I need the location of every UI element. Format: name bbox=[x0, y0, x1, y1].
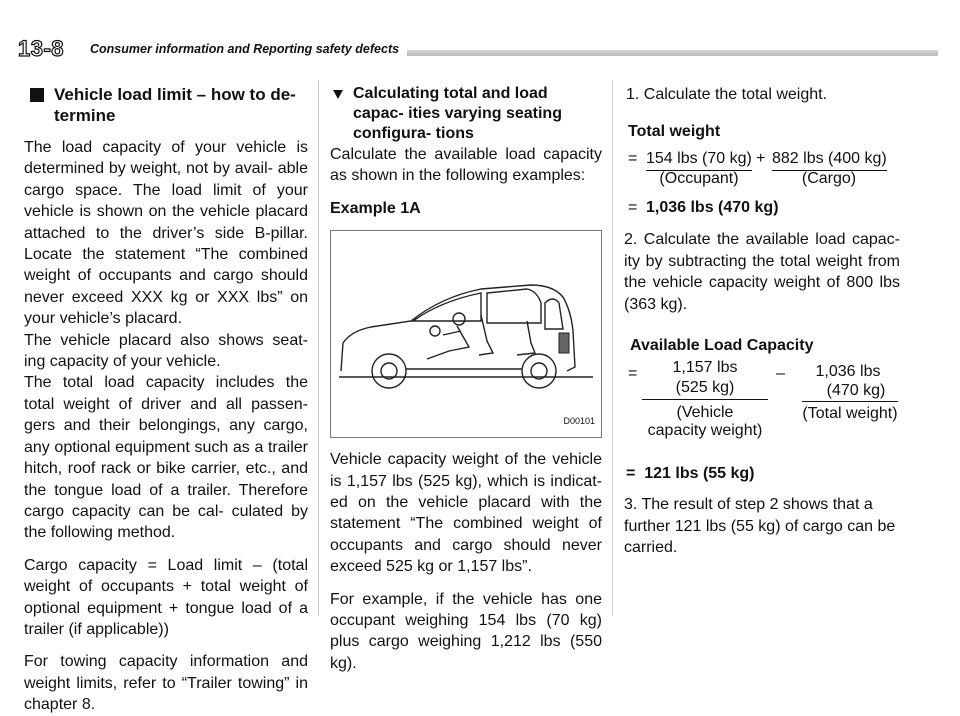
paragraph: The total load capacity includes the total weight of driver and all passen- gers and their belongings, any cargo, any optional equipment such as a trailer hitch, roof rack or bike carrier, etc., and the tongue load of a trailer. Therefore cargo capacity can be cal- culated by the following method. bbox=[24, 374, 308, 542]
column-1 bbox=[24, 84, 308, 716]
car-illustration-icon bbox=[331, 231, 601, 437]
available-load-label: Available Load Capacity bbox=[630, 337, 814, 355]
minus-sign: – bbox=[776, 365, 785, 383]
vehicle-figure bbox=[330, 230, 602, 438]
example-label: Example 1A bbox=[330, 199, 421, 217]
vehicle-capacity-label: capacity weight) bbox=[647, 422, 763, 440]
equals-sign: = bbox=[628, 150, 638, 168]
step-1: 1. Calculate the total weight. bbox=[626, 86, 828, 103]
page-number: 13-8 bbox=[18, 36, 65, 61]
figure-code: D00101 bbox=[563, 415, 595, 426]
occupant-label: (Occupant) bbox=[659, 170, 739, 188]
paragraph: The vehicle placard also shows seat- ing capacity of your vehicle. bbox=[24, 331, 308, 371]
column-divider bbox=[612, 80, 613, 616]
plus-sign: + bbox=[756, 150, 766, 168]
step-2: 2. Calculate the available load capac- ity by subtracting the total weight from the vehicle capacity weight of 800 lbs (363 kg). bbox=[624, 231, 900, 313]
paragraph: For towing capacity information and weight limits, refer to “Trailer towing” in chapter 8. bbox=[24, 653, 308, 714]
vehicle-capacity-lbs: 1,157 lbs bbox=[672, 359, 738, 377]
available-load-result: = 121 lbs (55 kg) bbox=[626, 465, 755, 483]
total-weight-result: 1,036 lbs (470 kg) bbox=[646, 199, 779, 217]
cargo-label: (Cargo) bbox=[801, 170, 857, 188]
vehicle-capacity-kg: (525 kg) bbox=[675, 379, 735, 397]
square-bullet-icon bbox=[30, 88, 44, 102]
page-header bbox=[18, 36, 938, 64]
equals-sign: = bbox=[628, 199, 638, 217]
column-3 bbox=[624, 84, 900, 559]
total-weight-kg: (470 kg) bbox=[826, 382, 886, 400]
available-load-calc bbox=[624, 335, 900, 455]
paragraph: For example, if the vehicle has one occupant weighing 154 lbs (70 kg) plus cargo weighing 1,212 lbs (550 kg). bbox=[330, 590, 602, 672]
paragraph: Calculate the available load capacity as shown in the following examples: bbox=[330, 146, 602, 185]
cargo-value: 882 lbs (400 kg) bbox=[772, 148, 887, 170]
column-divider bbox=[318, 80, 319, 616]
equals-sign: = bbox=[628, 365, 638, 383]
column-2 bbox=[330, 84, 602, 674]
paragraph: Vehicle capacity weight of the vehicle is 1,157 lbs (525 kg), which is indicat- ed on the vehicle placard with the statement “The combined weight of occupants and cargo should never exceed 525 kg or 1,157 lbs”. bbox=[330, 451, 602, 576]
total-weight-label: Total weight bbox=[628, 123, 721, 141]
total-weight-lbs: 1,036 lbs bbox=[815, 363, 881, 381]
total-weight-calc bbox=[624, 121, 900, 219]
subsection-heading: Calculating total and load capac- ities varying seating configura- tions bbox=[330, 84, 602, 144]
paragraph: Cargo capacity = Load limit – (total weight of occupants + total weight of optional equipment + tongue load of a trailer (if applicable)) bbox=[24, 556, 308, 638]
fraction-rule bbox=[802, 401, 898, 402]
vehicle-capacity-label: (Vehicle bbox=[676, 404, 734, 422]
section-heading: Vehicle load limit – how to de- termine bbox=[24, 84, 308, 126]
paragraph: The load capacity of your vehicle is determined by weight, not by avail- able cargo space. The load limit of your vehicle is shown on the vehicle placard attached to the driver’s side B-pillar. Locate the statement “The combined weight of occupants and cargo should never exceed XXX kg or XXX lbs” on your vehicle’s placard. bbox=[24, 139, 308, 328]
section-title: Consumer information and Reporting safety defects bbox=[88, 42, 407, 56]
triangle-bullet-icon bbox=[333, 90, 343, 99]
occupant-value: 154 lbs (70 kg) bbox=[646, 148, 752, 170]
step-3: 3. The result of step 2 shows that a further 121 lbs (55 kg) of cargo can be carried. bbox=[624, 496, 896, 557]
fraction-rule bbox=[642, 399, 768, 400]
total-weight-label: (Total weight) bbox=[802, 405, 898, 423]
